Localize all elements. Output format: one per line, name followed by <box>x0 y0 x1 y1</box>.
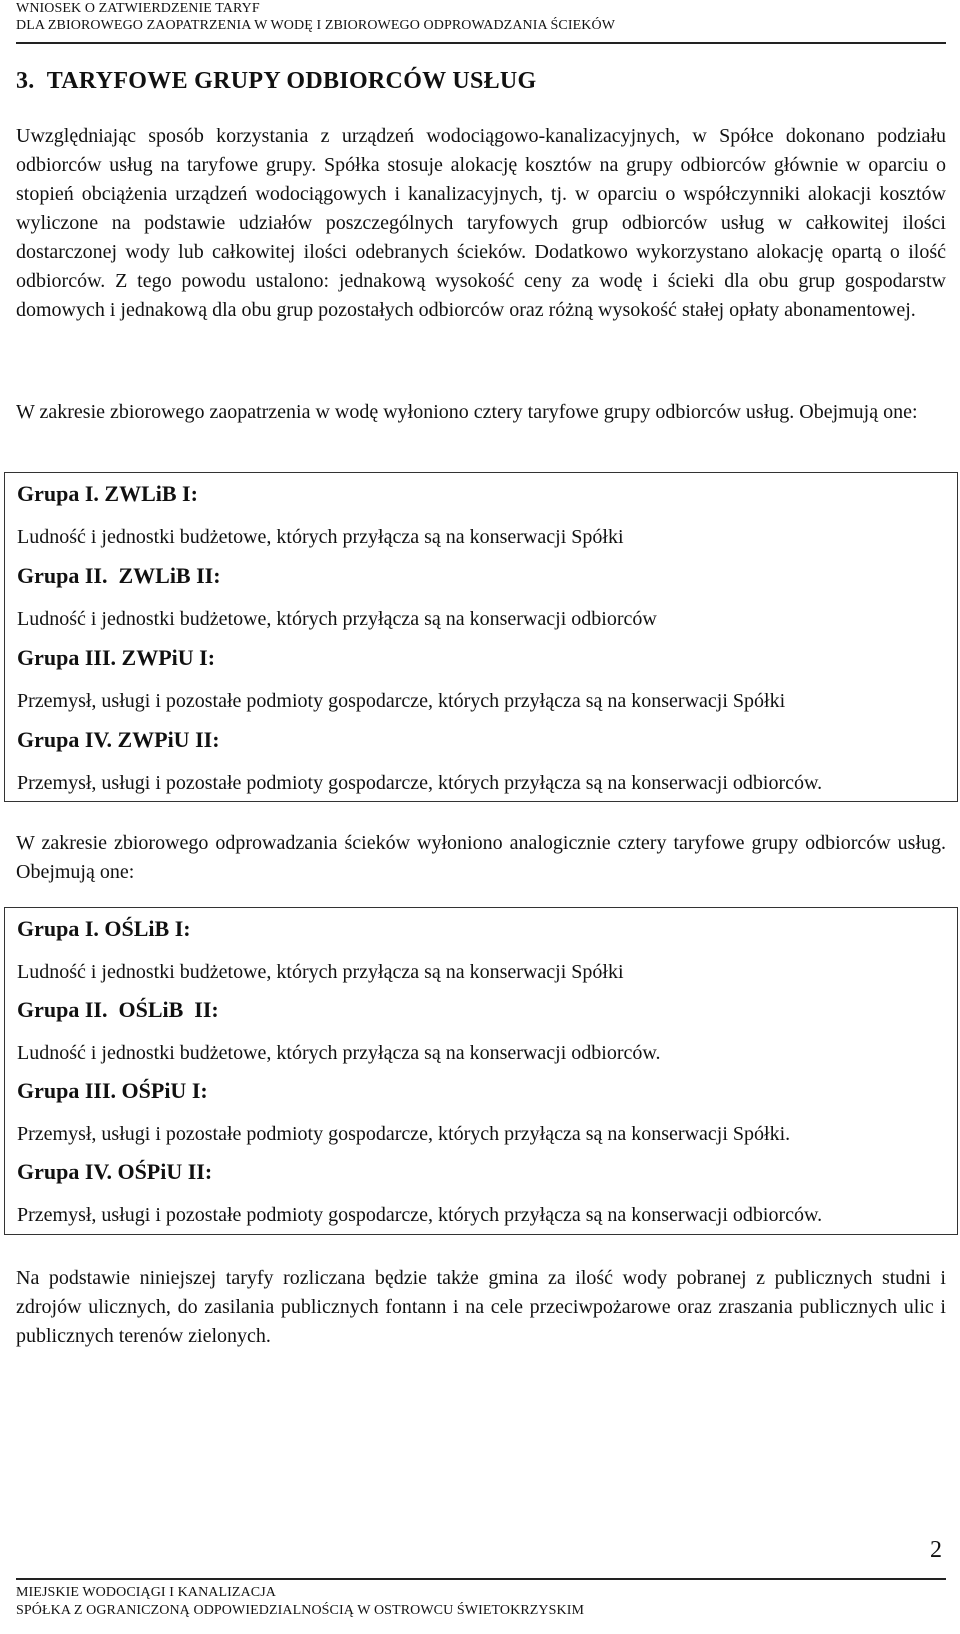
water-group <box>17 719 945 801</box>
group-description: Przemysł, usługi i pozostałe podmioty gospodarcze, których przyłącza są na konserwacji odbiorców. <box>17 1204 823 1226</box>
footer-line-1: MIEJSKIE WODOCIĄGI I KANALIZACJA <box>16 1585 276 1600</box>
water-group <box>17 555 945 637</box>
sewage-group <box>17 1070 945 1151</box>
header-line-1: WNIOSEK O ZATWIERDZENIE TARYF <box>16 1 260 16</box>
sewage-group <box>17 1151 945 1232</box>
group-description: Przemysł, usługi i pozostałe podmioty gospodarcze, których przyłącza są na konserwacji Spółki <box>17 690 786 712</box>
closing-paragraph: Na podstawie niniejszej taryfy rozliczana będzie także gmina za ilość wody pobranej z publicznych studni i zdrojów ulicznych, do zasilania publicznych fontann i na cele przeciwpożarowe oraz zraszania publicznych ulic i publicznych terenów zielonych. <box>16 1267 946 1347</box>
group-name: Grupa I. OŚLiB I: <box>17 916 191 941</box>
group-name: Grupa II. ZWLiB II: <box>17 563 221 588</box>
header-divider <box>16 42 946 44</box>
water-group <box>17 473 945 555</box>
group-name: Grupa III. ZWPiU I: <box>17 645 216 670</box>
sewage-groups-box <box>4 907 958 1235</box>
group-name: Grupa III. OŚPiU I: <box>17 1078 208 1103</box>
group-description: Ludność i jednostki budżetowe, których przyłącza są na konserwacji odbiorców. <box>17 1042 661 1064</box>
group-description: Ludność i jednostki budżetowe, których przyłącza są na konserwacji Spółki <box>17 526 624 548</box>
group-description: Ludność i jednostki budżetowe, których przyłącza są na konserwacji odbiorców <box>17 608 657 630</box>
water-group <box>17 637 945 719</box>
section-title: 3. TARYFOWE GRUPY ODBIORCÓW USŁUG <box>16 68 537 94</box>
footer-line-2: SPÓŁKA Z OGRANICZONĄ ODPOWIEDZIALNOŚCIĄ W OSTROWCU ŚWIETOKRZYSKIM <box>16 1603 585 1618</box>
sewage-group <box>17 989 945 1070</box>
group-name: Grupa IV. ZWPiU II: <box>17 727 220 752</box>
page-header <box>16 0 946 34</box>
footer-divider <box>16 1578 946 1580</box>
sewage-intro-paragraph: W zakresie zbiorowego odprowadzania ścieków wyłoniono analogicznie cztery taryfowe grupy odbiorców usług. Obejmują one: <box>16 832 946 883</box>
page-number: 2 <box>930 1537 942 1563</box>
sewage-group <box>17 908 945 989</box>
water-intro-paragraph: W zakresie zbiorowego zaopatrzenia w wodę wyłoniono cztery taryfowe grupy odbiorców usług. Obejmują one: <box>16 401 918 423</box>
water-groups-box <box>4 472 958 802</box>
page-footer <box>16 1584 946 1620</box>
group-name: Grupa II. OŚLiB II: <box>17 997 219 1022</box>
group-description: Przemysł, usługi i pozostałe podmioty gospodarcze, których przyłącza są na konserwacji Spółki. <box>17 1123 791 1145</box>
intro-paragraph: Uwzględniając sposób korzystania z urządzeń wodociągowo-kanalizacyjnych, w Spółce dokonano podziału odbiorców usług na taryfowe grupy. Spółka stosuje alokację kosztów na grupy odbiorców głównie w oparciu o stopień obciążenia urządzeń wodociągowych i kanalizacyjnych, tj. w oparciu o współczynniki alokacji kosztów wyliczone na podstawie udziałów poszczególnych taryfowych grup odbiorców usług w całkowitej ilości dostarczonej wody lub całkowitej ilości odebranych ścieków. Dodatkowo wykorzystano alokację opartą o ilość odbiorców. Z tego powodu ustalono: jednakową wysokość ceny za wodę i ścieki dla obu grup gospodarstw domowych i jednakową dla obu grup pozostałych odbiorców oraz różną wysokość stałej opłaty abonamentowej. <box>16 125 946 321</box>
group-description: Przemysł, usługi i pozostałe podmioty gospodarcze, których przyłącza są na konserwacji odbiorców. <box>17 772 823 794</box>
header-line-2: DLA ZBIOROWEGO ZAOPATRZENIA W WODĘ I ZBIOROWEGO ODPROWADZANIA ŚCIEKÓW <box>16 18 616 33</box>
group-name: Grupa I. ZWLiB I: <box>17 481 198 506</box>
group-description: Ludność i jednostki budżetowe, których przyłącza są na konserwacji Spółki <box>17 961 624 983</box>
group-name: Grupa IV. OŚPiU II: <box>17 1159 213 1184</box>
